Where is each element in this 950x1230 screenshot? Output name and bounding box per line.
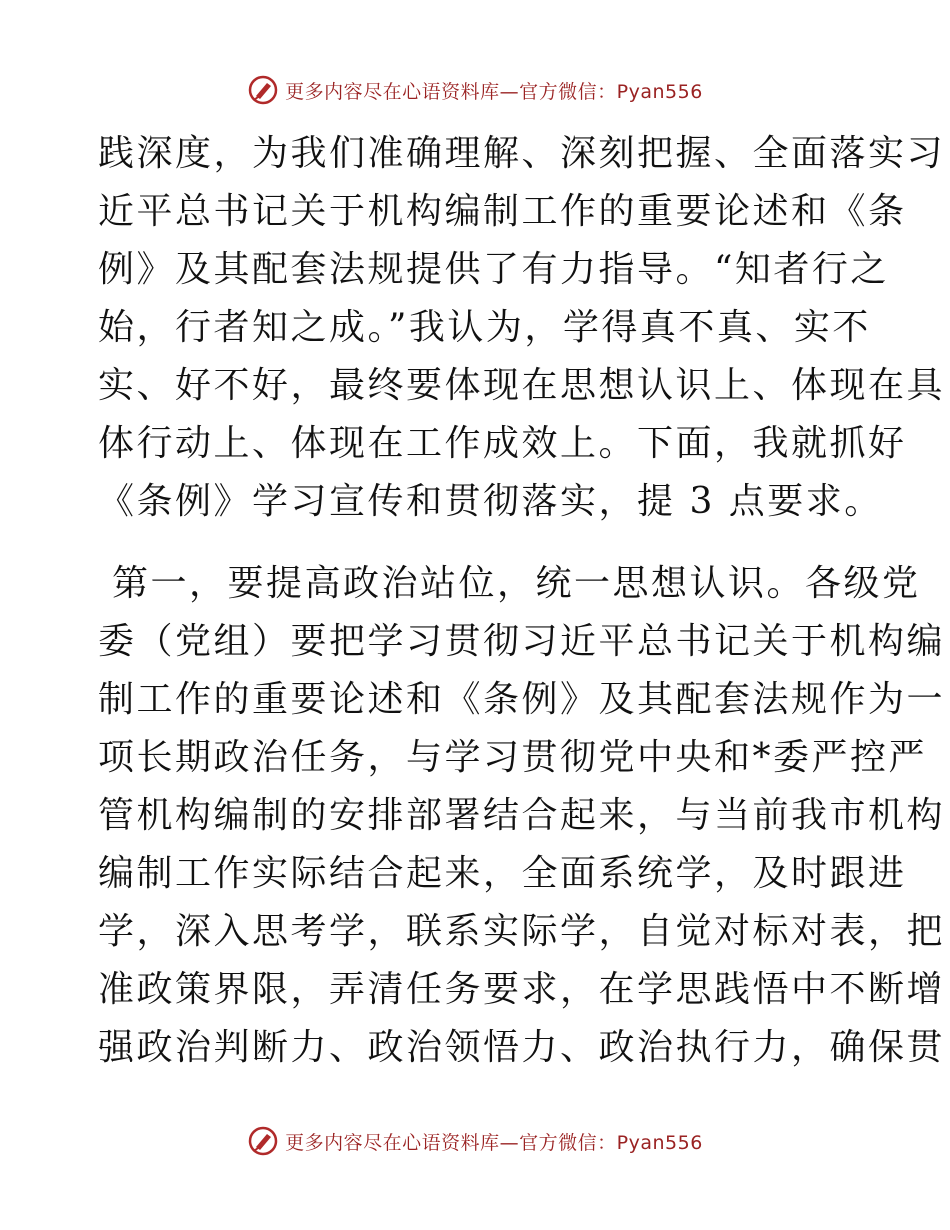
text-line: 项长期政治任务，与学习贯彻党中央和*委严控严 <box>98 737 928 778</box>
text-line: 体行动上、体现在工作成效上。下面，我就抓好 <box>98 423 907 464</box>
text-line: 《条例》学习宣传和贯彻落实，提 3 点要求。 <box>98 481 883 522</box>
document-body <box>98 125 946 1135</box>
banner-text: 更多内容尽在心语资料库—官方微信：Pyan556 <box>285 80 703 103</box>
text-line: 制工作的重要论述和《条例》及其配套法规作为一 <box>98 679 946 720</box>
text-line: 例》及其配套法规提供了有力指导。“知者行之 <box>98 249 889 290</box>
text-line: 委（党组）要把学习贯彻习近平总书记关于机构编 <box>98 621 946 662</box>
brand-logo-icon <box>247 74 279 106</box>
text-line: 践深度，为我们准确理解、深刻把握、全面落实习 <box>98 133 946 174</box>
paragraph-gap <box>98 531 858 555</box>
text-line: 第一，要提高政治站位，统一思想认识。各级党 <box>98 563 921 604</box>
text-line: 强政治判断力、政治领悟力、政治执行力，确保贯 <box>98 1027 946 1068</box>
paragraph <box>98 555 946 1135</box>
text-line: 学，深入思考学，联系实际学，自觉对标对表，把 <box>98 911 946 952</box>
banner-text: 更多内容尽在心语资料库—官方微信：Pyan556 <box>285 1131 703 1154</box>
brand-logo-icon <box>247 1125 279 1157</box>
text-line: 实、好不好，最终要体现在思想认识上、体现在具 <box>98 365 946 406</box>
paragraph <box>98 125 946 531</box>
text-line: 管机构编制的安排部署结合起来，与当前我市机构 <box>98 795 946 836</box>
text-line: 准政策界限，弄清任务要求，在学思践悟中不断增 <box>98 969 946 1010</box>
text-line: 始，行者知之成。”我认为，学得真不真、实不 <box>98 307 871 348</box>
header-banner <box>0 70 950 110</box>
text-line: 编制工作实际结合起来，全面系统学，及时跟进 <box>98 853 907 894</box>
footer-banner <box>0 1121 950 1161</box>
text-line: 近平总书记关于机构编制工作的重要论述和《条 <box>98 191 907 232</box>
